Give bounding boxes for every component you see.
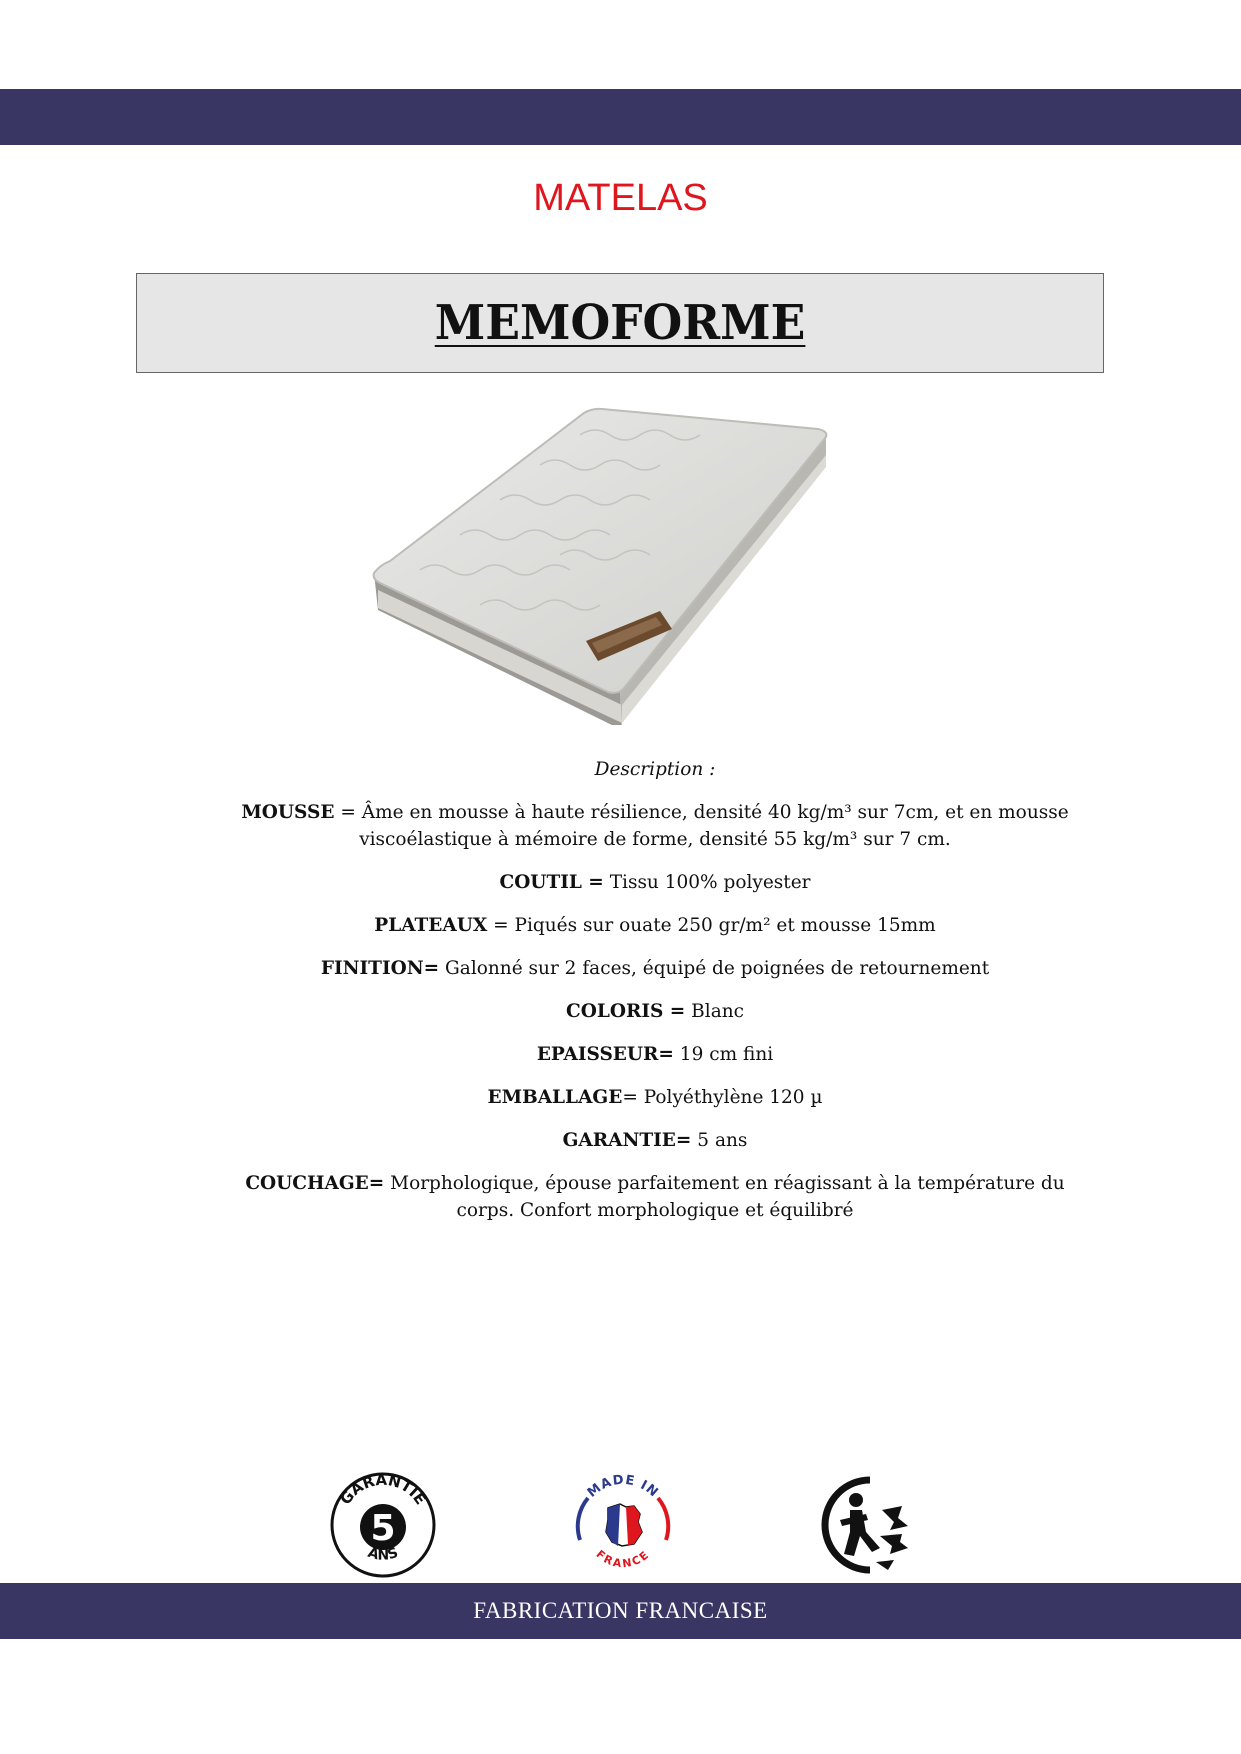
spec-value: = Âme en mousse à haute résilience, densité 40 kg/m³ sur 7cm, et en mousse viscoélastique à mémoire de forme, densité 55 kg/m³ sur 7 cm.	[334, 802, 1069, 850]
description-block	[230, 756, 1080, 1240]
svg-text:FRANCE	[594, 1548, 653, 1571]
spec-value: Tissu 100% polyester	[603, 872, 811, 893]
spec-label: COUCHAGE=	[245, 1173, 385, 1194]
made-in-france-icon	[568, 1470, 678, 1580]
spec-label: EMBALLAGE	[487, 1087, 623, 1108]
spec-value: Blanc	[685, 1001, 744, 1022]
spec-label: GARANTIE=	[562, 1130, 692, 1151]
warranty-number: 5	[370, 1508, 396, 1549]
spec-line	[230, 799, 1080, 853]
product-title: MEMOFORME	[434, 295, 806, 351]
spec-line	[230, 1170, 1080, 1224]
spec-line	[230, 1084, 1080, 1111]
spec-label: COUTIL =	[499, 872, 604, 893]
spec-value: = Polyéthylène 120 µ	[622, 1087, 823, 1108]
triman-recycle-icon	[810, 1470, 920, 1580]
warranty-top-text: GARANTIE	[336, 1470, 430, 1509]
spec-line	[230, 869, 1080, 896]
svg-text:MADE IN	[585, 1473, 662, 1501]
spec-line	[230, 912, 1080, 939]
svg-text:ANS	[366, 1545, 400, 1564]
spec-value: Morphologique, épouse parfaitement en réagissant à la température du corps. Confort morphologique et équilibré	[384, 1173, 1065, 1221]
spec-line	[230, 1127, 1080, 1154]
spec-label: PLATEAUX	[374, 915, 488, 936]
spec-label: MOUSSE	[241, 802, 335, 823]
spec-label: EPAISSEUR=	[536, 1044, 674, 1065]
top-banner	[0, 89, 1241, 145]
spec-label: FINITION=	[320, 958, 440, 979]
spec-line	[230, 998, 1080, 1025]
warranty-seal-icon	[328, 1470, 438, 1580]
footer-banner	[0, 1583, 1241, 1639]
spec-line	[230, 955, 1080, 982]
warranty-bottom-text: ANS	[365, 1544, 401, 1564]
spec-value: 19 cm fini	[673, 1044, 774, 1065]
spec-value: = Piqués sur ouate 250 gr/m² et mousse 15mm	[487, 915, 936, 936]
footer-text: FABRICATION FRANCAISE	[473, 1598, 768, 1623]
spec-line	[230, 1041, 1080, 1068]
description-heading: Description :	[594, 759, 716, 780]
france-text: FRANCE	[593, 1547, 653, 1571]
product-title-box	[136, 273, 1104, 373]
spec-value: 5 ans	[691, 1130, 748, 1151]
category-label: MATELAS	[533, 177, 708, 219]
made-in-text: MADE IN	[584, 1472, 662, 1501]
spec-value: Galonné sur 2 faces, équipé de poignées de retournement	[439, 958, 990, 979]
mattress-image	[360, 405, 840, 725]
spec-label: COLORIS =	[566, 1001, 686, 1022]
